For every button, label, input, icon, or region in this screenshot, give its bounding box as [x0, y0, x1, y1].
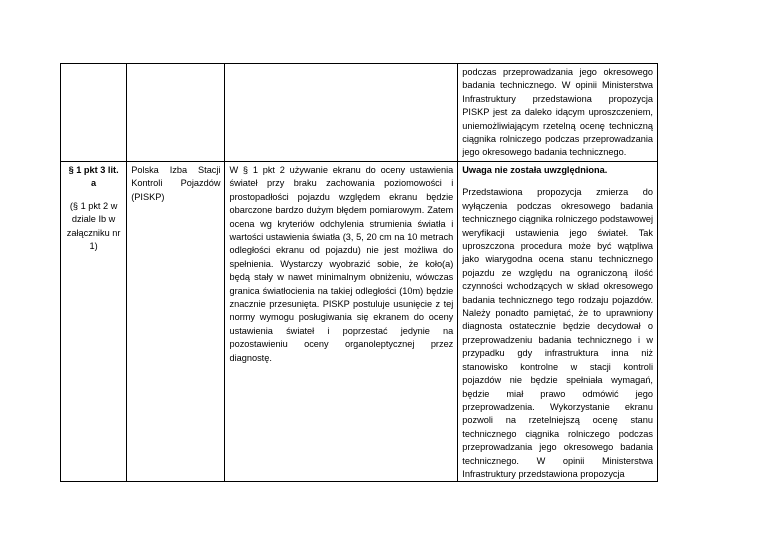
table-row	[61, 64, 658, 162]
org-name: Polska Izba Stacji Kontroli Pojazdów (PISKP)	[131, 165, 221, 202]
row1-org-cell	[127, 64, 225, 162]
comment-text: W § 1 pkt 2 używanie ekranu do oceny ustawienia świateł przy braku zachowania poziomowości i prostopadłości pojazdu względem ekranu będzie obarczone bardzo dużym błędem pomiarowym. Zatem ocena wg kryteriów odchylenia strumienia światła i wartości ustawienia światła (3, 5, 20 cm na 10 metrach odległości ekranu od pojazdu) nie jest możliwa do spełnienia. Wystarczy wyobrazić sobie, że koło(a) będą stały w nawet minimalnym obniżeniu, wówczas granica światłocienia na takiej odległości (10m) będzie znacznie przesunięta. PISKP postuluje usunięcie z tej normy wymogu posługiwania się ekranem do oceny ustawienia świateł i poprzestać jedynie na pozostawieniu oceny organoleptycznej przez diagnostę.	[229, 165, 454, 363]
row1-response-text: podczas przeprowadzania jego okresowego badania technicznego. W opinii Ministerstwa Infrastruktury przedstawiona propozycja PISKP jest za daleko idącym uproszczeniem, uniemożliwiającym rzetelną ocenę techniczną ciągnika rolniczego podczas przeprowadzania jego okresowego badania technicznego.	[462, 67, 653, 158]
ref-sub: (§ 1 pkt 2 w dziale Ib w załączniku nr 1)	[66, 200, 121, 252]
row2-comment-cell	[225, 162, 458, 482]
row2-ref-cell	[61, 162, 127, 482]
table-row	[61, 162, 658, 482]
row1-response-cell	[458, 64, 658, 162]
ref-main: § 1 pkt 3 lit. a	[68, 165, 119, 189]
comments-table	[60, 63, 658, 482]
row1-ref-cell	[61, 64, 127, 162]
row1-comment-cell	[225, 64, 458, 162]
row2-response-cell	[458, 162, 658, 482]
response-status: Uwaga nie została uwzględniona.	[462, 165, 608, 175]
response-text: Przedstawiona propozycja zmierza do wyłączenia podczas okresowego badania technicznego ciągnika rolniczego podstawowej weryfikacji ustawienia jego świateł. Tak uproszczona procedura może być wątpliwa jako wiarygodna ocena stanu technicznego pojazdu ze względu na ograniczoną ilość czynności wchodzących w skład okresowego badania technicznego tego rodzaju pojazdów. Należy ponadto pamiętać, że to uprawniony diagnosta ostatecznie będzie decydował o przeprowadzeniu badania technicznego i w przypadku gdy infrastruktura inna niż stanowisko kontrolne w stacji kontroli pojazdów nie będzie spełniała wymagań, będzie miał prawo odmówić jego przeprowadzenia. Wykorzystanie ekranu pozwoli na rzetelniejszą ocenę stanu technicznego ciągnika rolniczego podczas przeprowadzania jego okresowego badania technicznego. W opinii Ministerstwa Infrastruktury przedstawiona propozycja	[462, 187, 653, 479]
row2-org-cell	[127, 162, 225, 482]
